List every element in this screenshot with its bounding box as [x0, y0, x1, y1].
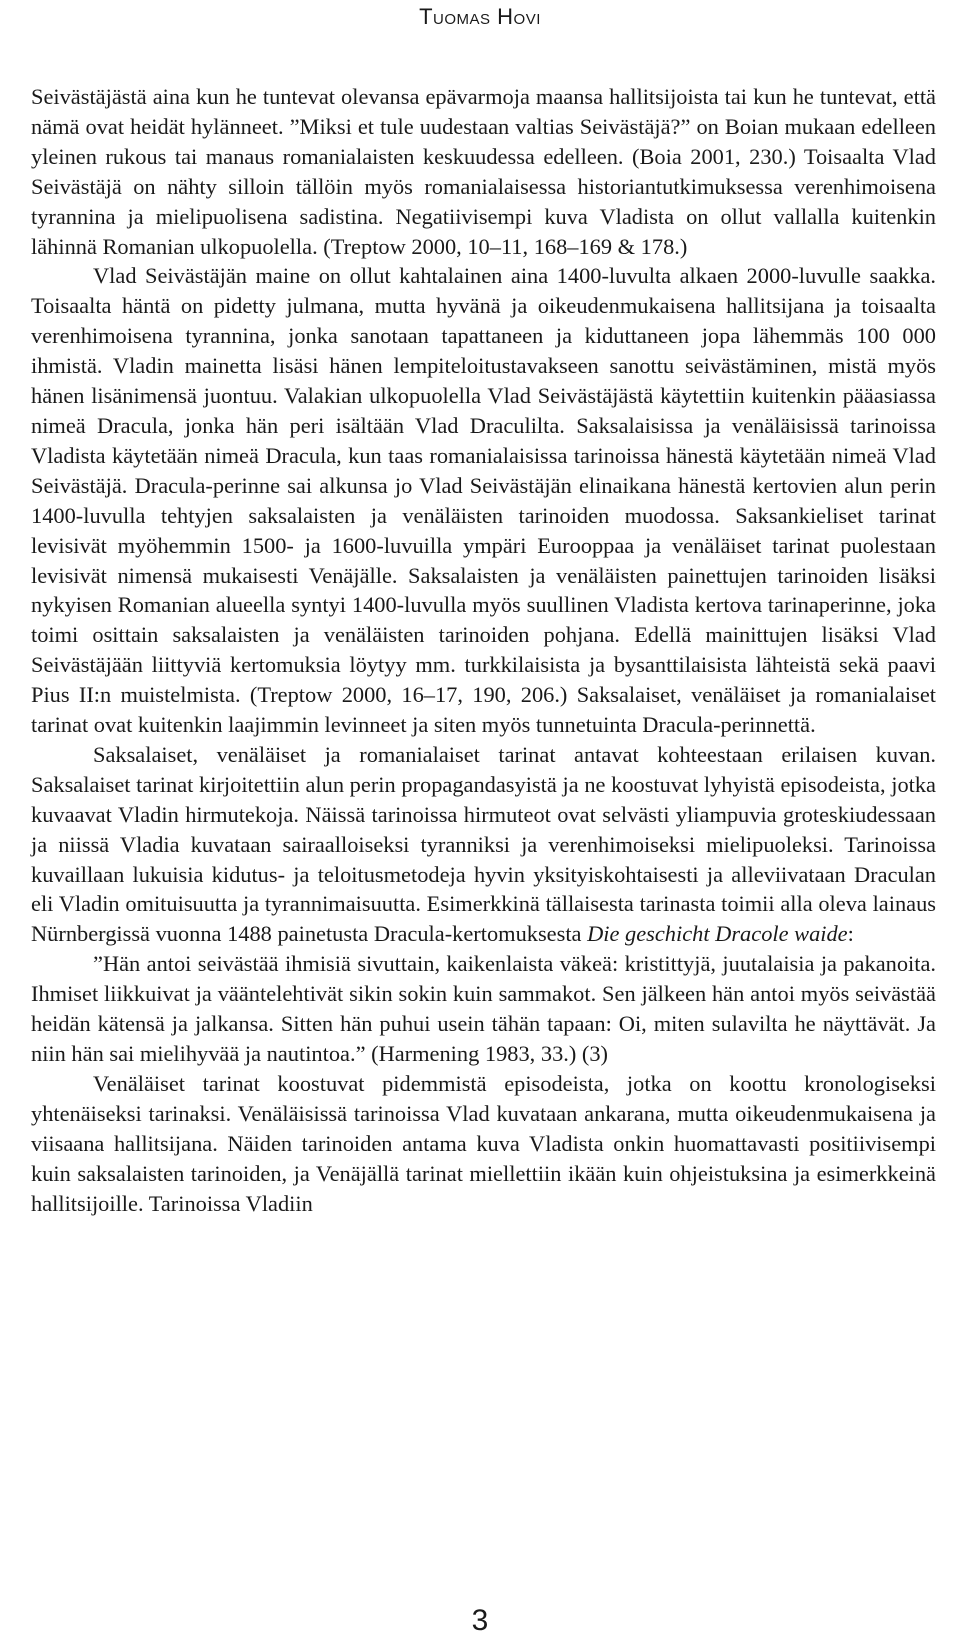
paragraph-1: Seivästäjästä aina kun he tuntevat olevansa epävarmoja maansa hallitsijoista tai kun he tuntevat, että nämä ovat heidät hylänneet. ”Miksi et tule uudestaan valtias Seivästäjä?” on Boian mukaan edelleen yleinen rukous tai manaus romanialaisten keskuudessa edelleen. (Boia 2001, 230.) Toisaalta Vlad Seivästäjä on nähty silloin tällöin myös romanialaisessa historiantutkimuksessa verenhimoisena tyrannina ja mielipuolisena sadistina. Negatiivisempi kuva Vladista on ollut vallalla kuitenkin lähinnä Romanian ulkopuolella. (Treptow 2000, 10–11, 168–169 & 178.)	[31, 84, 936, 259]
block-quote: ”Hän antoi seivästää ihmisiä sivuttain, kaikenlaista väkeä: kristittyjä, juutalaisia ja pakanoita. Ihmiset liikkuivat ja vääntelehtivät sikin sokin kuin sammakot. Sen jälkeen hän antoi myös seivästää heidän kätensä ja jalkansa. Sitten hän puhui usein tähän tapaan: Oi, miten sulavilta he näyttävät. Ja niin hän sai mielihyvää ja nautintoa.” (Harmening 1983, 33.) (3)	[31, 951, 936, 1066]
paragraph-3	[31, 740, 936, 949]
paragraph-5: Venäläiset tarinat koostuvat pidemmistä episodeista, jotka on koottu kronologiseksi yhtenäiseksi tarinaksi. Venäläisissä tarinoissa Vlad kuvataan ankarana, mutta oikeudenmukaisena ja viisaana hallitsijana. Näiden tarinoiden antama kuva Vladista onkin huomattavasti positiivisempi kuin saksalaisten tarinoiden, ja Venäjällä tarinat miellettiin ikään kuin ohjeistuksina ja esimerkkeinä hallitsijoille. Tarinoissa Vladiin	[31, 1070, 936, 1216]
paragraph-3-colon: :	[847, 921, 854, 947]
work-title: Die geschicht Dracole waide	[587, 921, 848, 947]
paragraph-3-text: Saksalaiset, venäläiset ja romanialaiset tarinat antavat kohteestaan erilaisen kuvan. Saksalaiset tarinat kirjoitettiin alun perin propagandasyistä ja ne koostuvat lyhyistä episodeista, jotka kuvaavat Vladin hirmutekoja. Näissä tarinoissa hirmuteot ovat selvästi yliampuvia groteskiudessaan ja niissä Vladia kuvataan sairaalloiseksi tyranniksi ja verenhimoiseksi mielipuoleksi. Tarinoissa kuvaillaan lukuisia kidutus- ja teloitusmetodeja hyvin yksityiskohtaisesti ja alleviivataan Draculan eli Vladin omituisuutta ja tyrannimaisuutta. Esimerkkinä tällaisesta tarinasta toimii alla oleva lainaus Nürnbergissä vuonna 1488 painetusta Dracula-kertomuksesta	[31, 741, 936, 947]
page-number: 3	[471, 1604, 489, 1637]
body-text	[31, 82, 936, 1218]
paragraph-2: Vlad Seivästäjän maine on ollut kahtalainen aina 1400-luvulta alkaen 2000-luvulle saakka. Toisaalta häntä on pidetty julmana, mutta hyvänä ja oikeudenmukaisena hallitsijana ja toisaalta verenhimoisena tyrannina, jonka sanotaan tapattaneen ja kiduttaneen jopa lähemmäs 100 000 ihmistä. Vladin mainetta lisäsi hänen lempiteloitustavakseen sanottu seivästäminen, mistä myös hänen lisänimensä juontuu. Valakian ulkopuolella Vlad Seivästäjästä käytettiin kuitenkin pääasiassa nimeä Dracula, jonka hän peri isältään Vlad Draculilta. Saksalaisissa ja venäläisissä tarinoissa Vladista käytetään nimeä Dracula, kun taas romanialaisissa tarinoissa hänestä käytetään nimeä Vlad Seivästäjä. Dracula-perinne sai alkunsa jo Vlad Seivästäjän elinaikana hänestä kertovien alun perin 1400-luvulla tehtyjen saksalaisten ja venäläisten tarinoiden muodossa. Saksankieliset tarinat levisivät myöhemmin 1500- ja 1600-luvuilla ympäri Eurooppaa ja venäläiset tarinat puolestaan levisivät nimensä mukaisesti Venäjälle. Saksalaisten ja venäläisten painettujen tarinoiden lisäksi nykyisen Romanian alueella syntyi 1400-luvulla myös suullinen Vladista kertova tarinaperinne, joka toimi osittain saksalaisten ja venäläisten tarinoiden pohjana. Edellä mainittujen lisäksi Vlad Seivästäjään liittyviä kertomuksia löytyy mm. turkkilaisista ja bysanttilaisista lähteistä sekä paavi Pius II:n muistelmista. (Treptow 2000, 16–17, 190, 206.) Saksalaiset, venäläiset ja romanialaiset tarinat ovat kuitenkin laajimmin levinneet ja siten myös tunnetuinta Dracula-perinnettä.	[31, 263, 936, 738]
running-header: Tuomas Hovi	[419, 4, 541, 29]
